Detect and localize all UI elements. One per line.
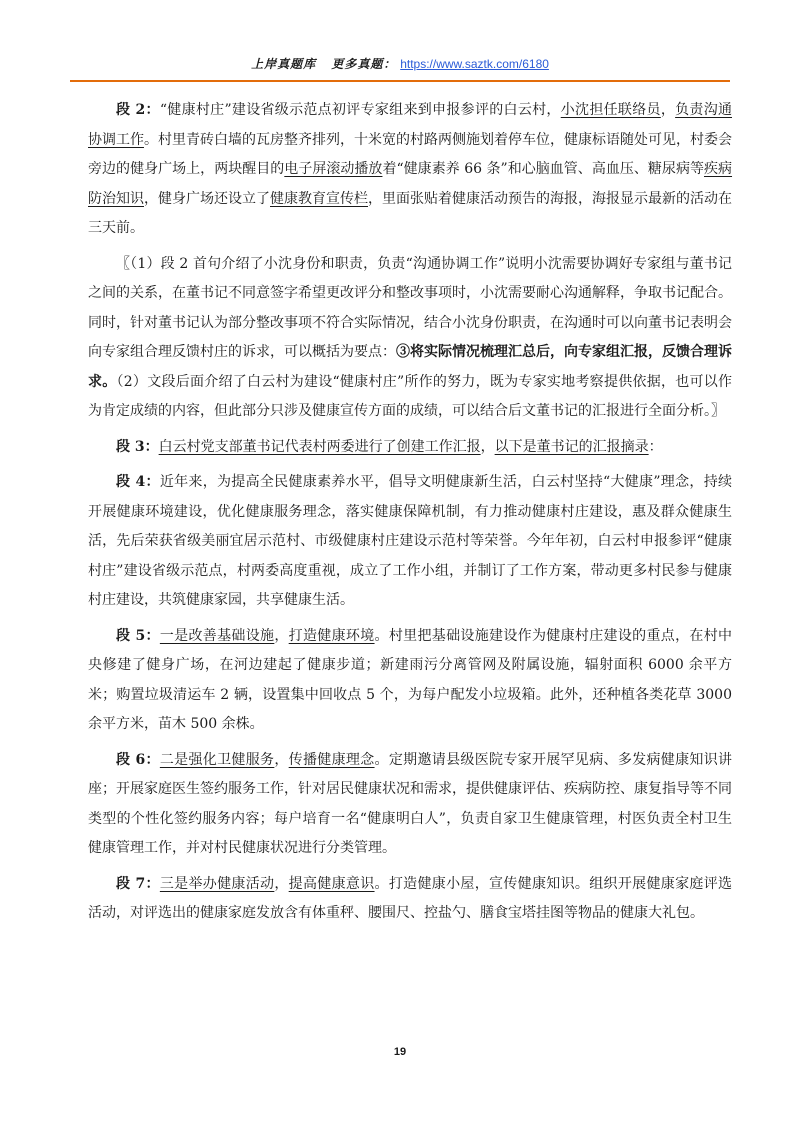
text: 〖（1）段 2 首句介绍了小沈身份和职责，负责“沟通协调工作”说明小沈需要协调好专家组与董书记之间的关系，在董书记不同意签字希望更改评分和整改事项时，小沈需要耐心沟通解释，争取书记配合。同时，针对董书记认为部分整改事项不符合实际情况，结合小沈身份职责，在沟通时可以向董书记表明会向专家组合理反馈村庄的诉求，可以概括为要点： [88,255,732,360]
page-number: 19 [393,1046,407,1058]
header-divider [70,80,730,82]
document-body [88,96,732,935]
text: ： [648,438,663,455]
text: 。村里青砖白墙的瓦房整齐排列，十米宽的村路两侧施划着停车位，健康标语随处可见，村委会旁边的健身广场上，两块醒目的 [88,131,732,177]
underlined-phrase: 疾病防治知识 [88,161,733,207]
underlined-phrase: 白云村党支部董书记代表村两委进行了创建工作汇报 [158,438,481,455]
text: ， [480,438,495,455]
text: ， [274,751,289,768]
text: 。定期邀请县级医院专家开展罕见病、多发病健康知识讲座；开展家庭医生签约服务工作，针对居民健康状况和需求，提供健康评估、疾病防控、康复指导等不同类型的个性化签约服务内容；每户培育一名“健康明白人”，负责自家卫生健康管理，村医负责全村卫生健康管理工作，并对村民健康状况进行分类管理。 [88,751,733,856]
underlined-phrase: 二是强化卫健服务 [159,751,275,768]
underlined-phrase: 一是改善基础设施 [159,627,275,644]
text: “健康村庄”建设省级示范点初评专家组来到申报参评的白云村， [159,102,561,118]
paragraph-6 [88,746,732,864]
text: ， [274,875,289,892]
text: ， [660,102,676,118]
paragraph-label: 段 6： [116,751,160,768]
paragraph-3 [88,433,732,463]
paragraph-label: 段 3： [116,438,159,455]
paragraph-label: 段 7： [116,875,160,892]
text: 着“健康素养 66 条”和心脑血管、高血压、糖尿病等 [382,161,704,177]
header-url-link[interactable]: https://www.saztk.com/6180 [400,57,549,71]
paragraph-4 [88,468,732,616]
underlined-phrase: 提高健康意识 [288,875,375,892]
key-point: ③将实际情况梳理汇总后，向专家组汇报，反馈合理诉求。 [88,344,732,390]
text: 。村里把基础设施建设作为健康村庄建设的重点，在村中央修建了健身广场，在河边建起了健康步道；新建雨污分离管网及附属设施，辐射面积 6000 余平方米；购置垃圾清运车 2 辆，设置集中回收点 5 个，为每户配发小垃圾箱。此外，还种植各类花草 3000 余平方米，苗木 500 余株。 [88,627,733,732]
paragraph-2 [88,96,732,244]
underlined-phrase: 小沈担任联络员 [560,102,661,118]
underlined-phrase: 传播健康理念 [288,751,375,768]
paragraph-7 [88,870,732,929]
paragraph-label: 段 4： [116,474,160,490]
page-header [70,50,730,78]
paragraph-5 [88,622,732,740]
text: （2）文段后面介绍了白云村为建设“健康村庄”所作的努力，既为专家实地考察提供依据，也可以作为肯定成绩的内容，但此部分只涉及健康宣传方面的成绩，可以结合后文董书记的汇报进行全面分析。〗 [88,373,732,419]
underlined-phrase: 负责沟通协调工作 [88,102,732,148]
paragraph-label: 段 5： [116,627,160,644]
underlined-phrase: 电子屏滚动播放 [284,161,383,177]
underlined-phrase: 打造健康环境 [288,627,375,644]
text: ，健身广场还设立了 [144,190,270,207]
text: ，里面张贴着健康活动预告的海报，海报显示最新的活动在三天前。 [88,190,732,236]
paragraph-label: 段 2： [116,102,160,118]
header-library-name: 上岸真题库 [251,57,317,71]
underlined-phrase: 健康教育宣传栏 [270,190,368,207]
underlined-phrase: 以下是董书记的汇报摘录 [494,438,649,455]
header-more-label: 更多真题： [331,57,397,71]
analysis-note [88,250,732,427]
text: 。打造健康小屋，宣传健康知识。组织开展健康家庭评选活动，对评选出的健康家庭发放含有体重秤、腰围尺、控盐勺、膳食宝塔挂图等物品的健康大礼包。 [88,875,733,921]
text: 近年来，为提高全民健康素养水平，倡导文明健康新生活，白云村坚持“大健康”理念，持续开展健康环境建设，优化健康服务理念，落实健康保障机制，有力推动健康村庄建设，惠及群众健康生活，先后荣获省级美丽宜居示范村、市级健康村庄建设示范村等荣誉。今年年初，白云村申报参评“健康村庄”建设省级示范点，村两委高度重视，成立了工作小组，并制订了工作方案，带动更多村民参与健康村庄建设，共筑健康家园，共享健康生活。 [88,474,732,608]
underlined-phrase: 三是举办健康活动 [159,875,275,892]
text: ， [274,627,289,644]
